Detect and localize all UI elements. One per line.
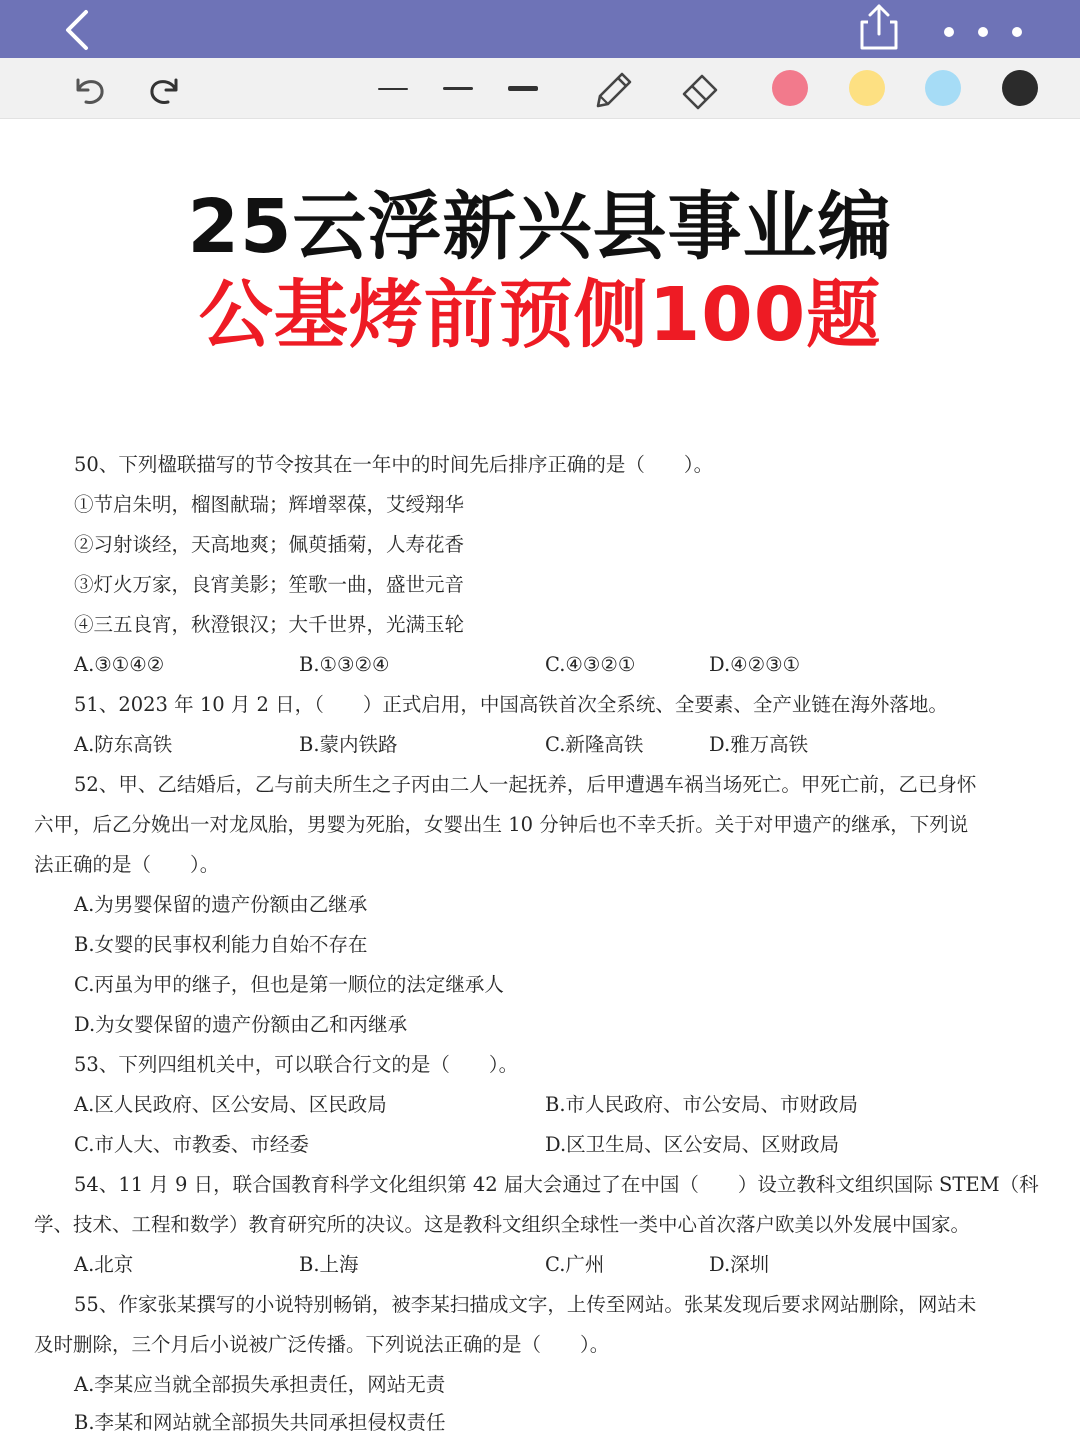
question-51-option-c: C.新隆高铁 bbox=[545, 733, 644, 756]
question-55-option-a: A.李某应当就全部损失承担责任，网站无责 bbox=[74, 1373, 446, 1396]
question-54-option-d: D.深圳 bbox=[709, 1253, 770, 1276]
thick-stroke-button[interactable] bbox=[508, 86, 538, 91]
pen-tool-button[interactable] bbox=[590, 66, 636, 112]
question-50-item: ③灯火万家，良宵美影；笙歌一曲，盛世元音 bbox=[74, 573, 465, 596]
question-52-option-c: C.丙虽为甲的继子，但也是第一顺位的法定继承人 bbox=[74, 973, 504, 996]
question-53-option-a: A.区人民政府、区公安局、区民政局 bbox=[74, 1093, 387, 1116]
question-51-stem: 51、2023 年 10 月 2 日，（ ）正式启用，中国高铁首次全系统、全要素、全产业链在海外落地。 bbox=[74, 693, 948, 716]
more-dot-icon bbox=[1012, 27, 1022, 37]
question-50-option-a: A.③①④② bbox=[74, 653, 165, 676]
question-54-stem: 学、技术、工程和数学）教育研究所的决议。这是教科文组织全球性一类中心首次落户欧美以外发展中国家。 bbox=[34, 1213, 971, 1236]
document-subtitle: 公基烤前预侧100题 bbox=[198, 272, 882, 358]
question-54-option-c: C.广州 bbox=[545, 1253, 605, 1276]
question-50-option-b: B.①③②④ bbox=[299, 653, 390, 676]
share-button[interactable] bbox=[854, 2, 904, 54]
more-dot-icon bbox=[978, 27, 988, 37]
undo-button[interactable] bbox=[66, 66, 112, 112]
question-52-stem: 六甲，后乙分娩出一对龙凤胎，男婴为死胎，女婴出生 10 分钟后也不幸夭折。关于对甲遗产的继承，下列说 bbox=[34, 813, 969, 836]
question-52-stem: 52、甲、乙结婚后，乙与前夫所生之子丙由二人一起抚养，后甲遭遇车祸当场死亡。甲死亡前，乙已身怀 bbox=[74, 773, 977, 796]
more-dot-icon bbox=[944, 27, 954, 37]
document-title: 25云浮新兴县事业编 bbox=[187, 184, 893, 270]
question-54-option-a: A.北京 bbox=[74, 1253, 134, 1276]
question-52-option-b: B.女婴的民事权利能力自始不存在 bbox=[74, 933, 368, 956]
question-54-stem: 54、11 月 9 日，联合国教育科学文化组织第 42 届大会通过了在中国（ ）设立教科文组织国际 STEM（科 bbox=[74, 1173, 1039, 1196]
question-55-option-b: B.李某和网站就全部损失共同承担侵权责任 bbox=[74, 1411, 446, 1434]
eraser-icon bbox=[678, 66, 724, 112]
pen-icon bbox=[590, 66, 636, 112]
question-52-option-a: A.为男婴保留的遗产份额由乙继承 bbox=[74, 893, 368, 916]
question-52-option-d: D.为女婴保留的遗产份额由乙和丙继承 bbox=[74, 1013, 408, 1036]
question-55-stem: 55、作家张某撰写的小说特别畅销，被李某扫描成文字，上传至网站。张某发现后要求网站删除，网站未 bbox=[74, 1293, 977, 1316]
medium-stroke-button[interactable] bbox=[443, 87, 473, 90]
question-53-option-d: D.区卫生局、区公安局、区财政局 bbox=[545, 1133, 840, 1156]
chevron-left-icon bbox=[54, 6, 100, 52]
color-swatch-blue[interactable] bbox=[925, 70, 961, 106]
share-icon bbox=[854, 2, 904, 54]
question-51-option-d: D.雅万高铁 bbox=[709, 733, 809, 756]
app-top-bar bbox=[0, 0, 1080, 58]
question-50-item: ④三五良宵，秋澄银汉；大千世界，光满玉轮 bbox=[74, 613, 465, 636]
question-53-stem: 53、下列四组机关中，可以联合行文的是（ ）。 bbox=[74, 1053, 519, 1076]
redo-icon bbox=[142, 66, 188, 112]
question-55-stem: 及时删除，三个月后小说被广泛传播。下列说法正确的是（ ）。 bbox=[34, 1333, 610, 1356]
eraser-tool-button[interactable] bbox=[678, 66, 724, 112]
color-swatch-black[interactable] bbox=[1002, 70, 1038, 106]
question-50-option-c: C.④③②① bbox=[545, 653, 636, 676]
annotation-toolbar bbox=[0, 58, 1080, 119]
redo-button[interactable] bbox=[142, 66, 188, 112]
question-50-option-d: D.④②③① bbox=[709, 653, 801, 676]
question-52-stem: 法正确的是（ ）。 bbox=[34, 853, 220, 876]
thin-stroke-button[interactable] bbox=[378, 88, 408, 90]
question-51-option-b: B.蒙内铁路 bbox=[299, 733, 398, 756]
color-swatch-yellow[interactable] bbox=[849, 70, 885, 106]
question-50-item: ②习射谈经，天高地爽；佩萸插菊，人寿花香 bbox=[74, 533, 465, 556]
question-53-option-b: B.市人民政府、市公安局、市财政局 bbox=[545, 1093, 859, 1116]
question-50-stem: 50、下列楹联描写的节令按其在一年中的时间先后排序正确的是（ ）。 bbox=[74, 453, 714, 476]
question-50-item: ①节启朱明，榴图献瑞；辉增翠葆，艾绶翔华 bbox=[74, 493, 465, 516]
question-53-option-c: C.市人大、市教委、市经委 bbox=[74, 1133, 309, 1156]
question-54-option-b: B.上海 bbox=[299, 1253, 359, 1276]
back-button[interactable] bbox=[54, 6, 100, 52]
undo-icon bbox=[66, 66, 112, 112]
more-options-button[interactable] bbox=[930, 14, 1030, 48]
question-51-option-a: A.防东高铁 bbox=[74, 733, 173, 756]
color-swatch-pink[interactable] bbox=[772, 70, 808, 106]
